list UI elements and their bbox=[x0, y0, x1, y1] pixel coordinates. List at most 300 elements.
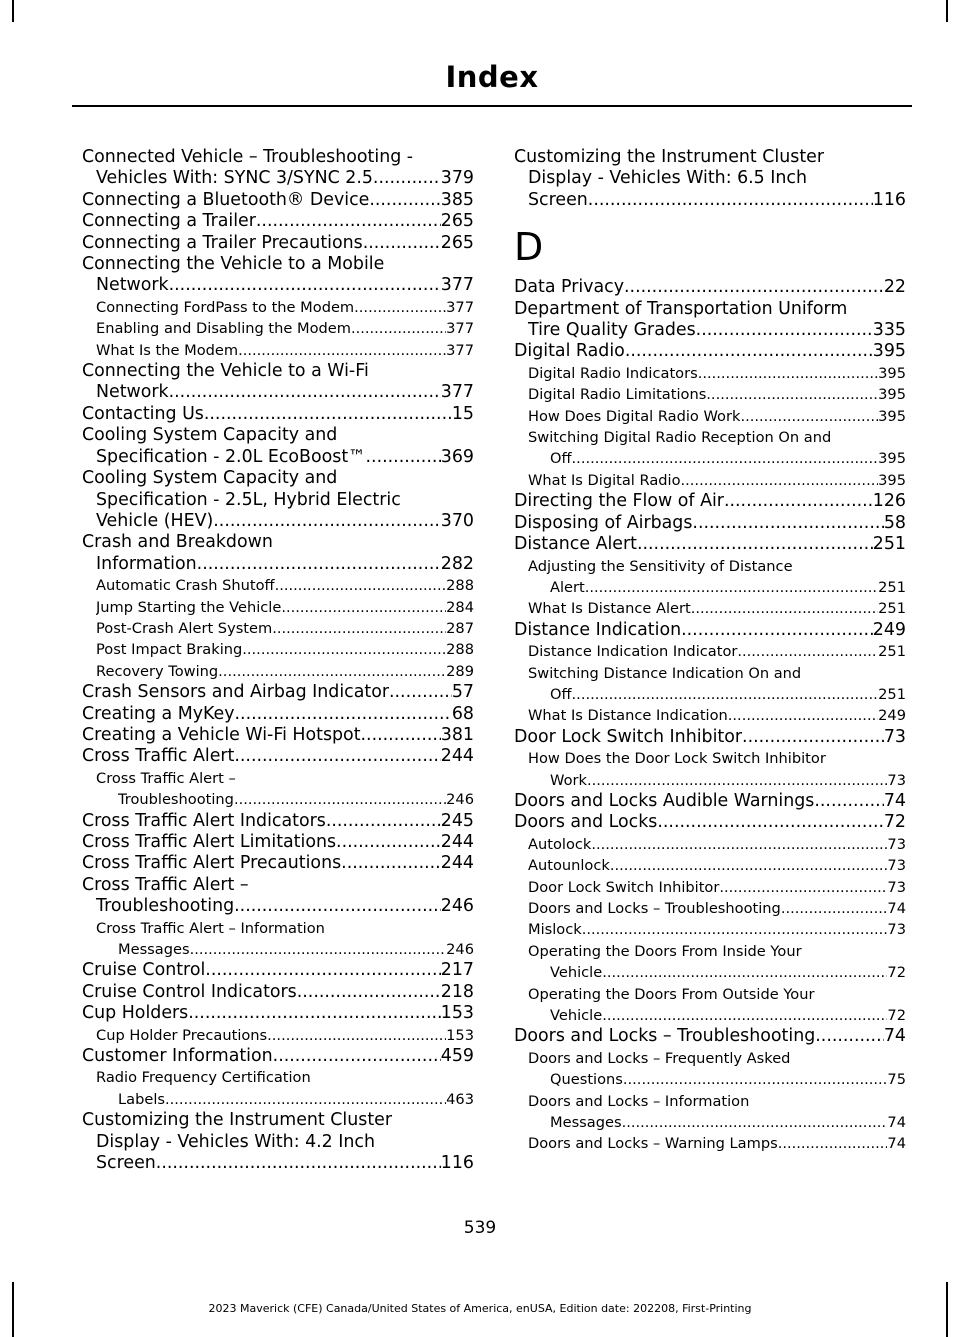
leader-dots bbox=[363, 233, 441, 254]
entry-text: Cooling System Capacity and bbox=[82, 468, 338, 489]
entry-text: Disposing of Airbags bbox=[514, 512, 693, 533]
entry-text: Cross Traffic Alert – bbox=[82, 874, 249, 895]
index-subentry[interactable] bbox=[82, 340, 474, 361]
leader-dots bbox=[234, 896, 441, 917]
entry-text: Radio Frequency Certification bbox=[96, 1069, 311, 1087]
page-reference[interactable]: 459 bbox=[440, 1046, 474, 1067]
entry-text: Automatic Crash Shutoff bbox=[96, 577, 275, 595]
index-entry[interactable] bbox=[82, 725, 474, 746]
entry-text: Connecting FordPass to the Modem bbox=[96, 298, 355, 316]
page-reference[interactable]: 249 bbox=[872, 619, 906, 640]
entry-text: Doors and Locks – Information bbox=[528, 1092, 750, 1110]
leader-dots bbox=[156, 1153, 441, 1174]
page-reference[interactable]: 72 bbox=[883, 812, 906, 833]
crop-mark-top-left bbox=[12, 0, 14, 22]
index-entry[interactable] bbox=[82, 233, 474, 254]
page-reference[interactable]: 116 bbox=[440, 1153, 474, 1174]
entry-text: Connecting the Vehicle to a Wi-Fi bbox=[82, 361, 369, 382]
entry-text: How Does Digital Radio Work bbox=[528, 407, 741, 425]
page-reference[interactable]: 251 bbox=[878, 600, 906, 618]
entry-text: Troubleshooting bbox=[96, 896, 235, 917]
entry-text: What Is Distance Alert bbox=[528, 600, 691, 618]
page-reference[interactable]: 379 bbox=[440, 168, 474, 189]
leader-dots bbox=[169, 382, 441, 403]
section-letter: D bbox=[514, 225, 544, 270]
page-reference[interactable]: 377 bbox=[446, 341, 474, 359]
page-reference[interactable]: 153 bbox=[446, 1026, 474, 1044]
index-entry[interactable] bbox=[514, 341, 906, 362]
leader-dots bbox=[781, 898, 888, 919]
index-subentry[interactable] bbox=[82, 297, 474, 318]
entry-text: Enabling and Disabling the Modem bbox=[96, 320, 351, 338]
page-reference[interactable]: 370 bbox=[440, 510, 474, 531]
index-entry[interactable] bbox=[82, 1110, 474, 1174]
entry-text: Customer Information bbox=[82, 1046, 273, 1067]
entry-text: Operating the Doors From Outside Your bbox=[528, 985, 815, 1003]
leader-dots bbox=[719, 877, 887, 898]
entry-text: Cross Traffic Alert Precautions bbox=[82, 853, 342, 874]
leader-dots bbox=[354, 297, 446, 318]
index-subentry[interactable] bbox=[82, 918, 474, 961]
page-reference[interactable]: 251 bbox=[872, 534, 906, 555]
entry-text: Labels bbox=[118, 1090, 165, 1108]
leader-dots bbox=[602, 1005, 887, 1026]
page-reference[interactable]: 217 bbox=[440, 960, 474, 981]
page-reference[interactable]: 244 bbox=[440, 746, 474, 767]
leader-dots bbox=[326, 811, 441, 832]
page-reference[interactable]: 74 bbox=[887, 1114, 906, 1132]
index-subentry[interactable] bbox=[82, 597, 474, 618]
leader-dots bbox=[273, 1046, 441, 1067]
entry-text: Cross Traffic Alert Indicators bbox=[82, 810, 326, 831]
index-subentry[interactable] bbox=[514, 427, 906, 470]
page-reference[interactable]: 72 bbox=[887, 1007, 906, 1025]
page-number: 539 bbox=[463, 1218, 497, 1238]
leader-dots bbox=[205, 960, 441, 981]
index-subentry[interactable] bbox=[514, 641, 906, 662]
leader-dots bbox=[728, 705, 878, 726]
index-entry[interactable] bbox=[82, 1046, 474, 1067]
index-entry[interactable] bbox=[82, 704, 474, 725]
leader-dots bbox=[281, 597, 446, 618]
entry-text: Door Lock Switch Inhibitor bbox=[514, 726, 743, 747]
page-reference[interactable]: 244 bbox=[440, 853, 474, 874]
leader-dots bbox=[389, 682, 452, 703]
entry-text: Messages bbox=[118, 941, 190, 959]
leader-dots bbox=[587, 770, 887, 791]
index-entry[interactable] bbox=[82, 960, 474, 981]
index-entry[interactable] bbox=[82, 682, 474, 703]
index-entry[interactable] bbox=[82, 254, 474, 297]
entry-text: Operating the Doors From Inside Your bbox=[528, 942, 802, 960]
entry-text: Specification - 2.5L, Hybrid Electric bbox=[96, 489, 401, 510]
index-subentry[interactable] bbox=[514, 919, 906, 940]
leader-dots bbox=[588, 190, 873, 211]
index-entry[interactable] bbox=[82, 361, 474, 404]
index-entry[interactable] bbox=[514, 791, 906, 812]
index-subentry[interactable] bbox=[514, 1048, 906, 1091]
page-reference[interactable]: 251 bbox=[878, 685, 906, 703]
index-subentry[interactable] bbox=[514, 984, 906, 1027]
page-reference[interactable]: 463 bbox=[446, 1090, 474, 1108]
page-reference[interactable]: 74 bbox=[883, 1026, 906, 1047]
entry-text: Distance Alert bbox=[514, 534, 637, 555]
page-reference[interactable]: 289 bbox=[446, 662, 474, 680]
entry-text: Specification - 2.0L EcoBoost™ bbox=[96, 446, 366, 467]
leader-dots bbox=[602, 962, 887, 983]
index-subentry[interactable] bbox=[514, 363, 906, 384]
index-subentry[interactable] bbox=[514, 384, 906, 405]
leader-dots bbox=[165, 1089, 446, 1110]
index-subentry[interactable] bbox=[82, 639, 474, 660]
entry-text: Switching Digital Radio Reception On and bbox=[528, 429, 832, 447]
index-subentry[interactable] bbox=[514, 1091, 906, 1134]
leader-dots bbox=[213, 511, 441, 532]
index-subentry[interactable] bbox=[514, 663, 906, 706]
leader-dots bbox=[234, 746, 440, 767]
leader-dots bbox=[724, 491, 873, 512]
index-entry[interactable] bbox=[82, 211, 474, 232]
leader-dots bbox=[691, 598, 878, 619]
page-reference[interactable]: 284 bbox=[446, 598, 474, 616]
entry-text: What Is the Modem bbox=[96, 341, 239, 359]
entry-text: Vehicle (HEV) bbox=[96, 510, 214, 531]
leader-dots bbox=[657, 812, 883, 833]
entry-text: Doors and Locks bbox=[514, 812, 658, 833]
entry-text: Display - Vehicles With: 4.2 Inch bbox=[96, 1131, 376, 1152]
page-reference[interactable]: 74 bbox=[887, 900, 906, 917]
entry-text: Contacting Us bbox=[82, 403, 204, 424]
entry-text: Customizing the Instrument Cluster bbox=[82, 1110, 393, 1131]
page-reference[interactable]: 287 bbox=[446, 619, 474, 637]
entry-text: Customizing the Instrument Cluster bbox=[514, 147, 825, 167]
leader-dots bbox=[369, 190, 440, 211]
leader-dots bbox=[681, 470, 879, 491]
entry-text: Cruise Control Indicators bbox=[82, 981, 297, 1002]
index-entry[interactable] bbox=[514, 620, 906, 641]
leader-dots bbox=[373, 168, 441, 189]
page-reference[interactable]: 288 bbox=[446, 641, 474, 659]
entry-text: Distance Indication Indicator bbox=[528, 643, 738, 661]
page-reference[interactable]: 335 bbox=[872, 320, 906, 341]
entry-text: Network bbox=[96, 275, 169, 296]
index-entry[interactable] bbox=[514, 534, 906, 555]
entry-text: Post Impact Braking bbox=[96, 641, 243, 659]
page-reference[interactable]: 249 bbox=[878, 707, 906, 725]
leader-dots bbox=[681, 620, 873, 641]
page-reference[interactable]: 381 bbox=[440, 724, 474, 745]
leader-dots bbox=[622, 1112, 888, 1133]
leader-dots bbox=[336, 832, 441, 853]
leader-dots bbox=[366, 447, 441, 468]
leader-dots bbox=[778, 1133, 888, 1154]
entry-text: Doors and Locks – Warning Lamps bbox=[528, 1135, 778, 1153]
entry-text: Vehicle bbox=[550, 964, 603, 982]
page-reference[interactable]: 73 bbox=[887, 771, 906, 789]
index-subentry[interactable] bbox=[514, 877, 906, 898]
entry-text: Connecting a Trailer Precautions bbox=[82, 232, 363, 253]
page-reference[interactable]: 395 bbox=[872, 341, 906, 362]
page-reference[interactable]: 282 bbox=[440, 553, 474, 574]
index-entry[interactable] bbox=[514, 513, 906, 534]
entry-text: Cup Holder Precautions bbox=[96, 1026, 268, 1044]
page-reference[interactable]: 377 bbox=[440, 275, 474, 296]
page-reference[interactable]: 58 bbox=[883, 512, 906, 533]
index-subentry[interactable] bbox=[82, 1067, 474, 1110]
index-subentry[interactable] bbox=[82, 618, 474, 639]
page-reference[interactable]: 126 bbox=[872, 491, 906, 512]
leader-dots bbox=[272, 618, 446, 639]
index-entry[interactable] bbox=[514, 277, 906, 298]
footer-edition-info: 2023 Maverick (CFE) Canada/United States of America, enUSA, Edition date: 202208, First-Printing bbox=[208, 1302, 752, 1315]
page-reference[interactable]: 72 bbox=[887, 964, 906, 982]
leader-dots bbox=[242, 639, 446, 660]
entry-text: Questions bbox=[550, 1071, 623, 1089]
index-entry[interactable] bbox=[514, 727, 906, 748]
index-entry[interactable] bbox=[514, 299, 906, 342]
page-reference[interactable]: 395 bbox=[878, 471, 906, 489]
entry-text: Work bbox=[550, 771, 587, 789]
entry-text: Mislock bbox=[528, 921, 582, 939]
entry-text: Connecting a Trailer bbox=[82, 211, 256, 232]
page-reference[interactable]: 288 bbox=[446, 577, 474, 595]
index-entry[interactable] bbox=[82, 147, 474, 190]
page-reference[interactable]: 246 bbox=[446, 791, 474, 809]
page-reference[interactable]: 377 bbox=[446, 298, 474, 316]
page-reference[interactable]: 265 bbox=[440, 232, 474, 253]
entry-text: Vehicles With: SYNC 3/SYNC 2.5 bbox=[96, 168, 373, 189]
entry-text: Digital Radio Indicators bbox=[528, 364, 698, 382]
page-reference[interactable]: 395 bbox=[878, 407, 906, 425]
index-subentry[interactable] bbox=[514, 556, 906, 599]
entry-text: Crash Sensors and Airbag Indicator bbox=[82, 682, 389, 703]
page-reference[interactable]: 73 bbox=[887, 835, 906, 853]
index-entry[interactable] bbox=[82, 875, 474, 918]
index-entry[interactable] bbox=[82, 468, 474, 532]
leader-dots bbox=[238, 340, 446, 361]
page-reference[interactable]: 245 bbox=[440, 810, 474, 831]
index-subentry[interactable] bbox=[514, 855, 906, 876]
entry-text: Cup Holders bbox=[82, 1003, 189, 1024]
entry-text: Cross Traffic Alert Limitations bbox=[82, 832, 337, 852]
entry-text: Recovery Towing bbox=[96, 662, 219, 680]
leader-dots bbox=[341, 853, 441, 874]
page-reference[interactable]: 75 bbox=[887, 1071, 906, 1089]
page-reference[interactable]: 395 bbox=[878, 386, 906, 404]
entry-text: Doors and Locks – Troubleshooting bbox=[528, 900, 781, 917]
leader-dots bbox=[235, 704, 452, 725]
entry-text: Doors and Locks – Frequently Asked bbox=[528, 1049, 791, 1067]
page-reference[interactable]: 73 bbox=[887, 878, 906, 896]
leader-dots bbox=[637, 534, 873, 555]
page-reference[interactable]: 73 bbox=[887, 857, 906, 875]
page-reference[interactable]: 68 bbox=[451, 703, 474, 724]
index-subentry[interactable] bbox=[514, 898, 906, 919]
index-subentry[interactable] bbox=[514, 406, 906, 427]
index-entry[interactable] bbox=[82, 746, 474, 767]
entry-text: Jump Starting the Vehicle bbox=[96, 598, 282, 616]
index-subentry[interactable] bbox=[514, 598, 906, 619]
index-subentry[interactable] bbox=[514, 941, 906, 984]
entry-text: Autounlock bbox=[528, 857, 610, 875]
entry-text: Information bbox=[96, 553, 197, 574]
entry-text: What Is Digital Radio bbox=[528, 471, 681, 489]
page-reference[interactable]: 395 bbox=[878, 364, 906, 382]
index-subentry[interactable] bbox=[82, 661, 474, 682]
entry-text: Off bbox=[550, 450, 572, 468]
leader-dots bbox=[572, 448, 879, 469]
index-entry[interactable] bbox=[82, 811, 474, 832]
leader-dots bbox=[572, 684, 879, 705]
entry-text: Network bbox=[96, 382, 169, 403]
leader-dots bbox=[814, 791, 884, 812]
entry-text: Alert bbox=[550, 578, 585, 596]
page-reference[interactable]: 244 bbox=[440, 832, 474, 852]
index-subentry[interactable] bbox=[514, 705, 906, 726]
index-subentry[interactable] bbox=[82, 1025, 474, 1046]
crop-mark-top-right bbox=[946, 0, 948, 22]
entry-text: Digital Radio bbox=[514, 341, 625, 362]
index-entry[interactable] bbox=[514, 812, 906, 833]
entry-text: Directing the Flow of Air bbox=[514, 491, 724, 512]
index-column-right bbox=[514, 147, 906, 1155]
leader-dots bbox=[624, 277, 884, 298]
entry-text: Screen bbox=[96, 1153, 156, 1174]
page-reference[interactable]: 251 bbox=[878, 578, 906, 596]
leader-dots bbox=[706, 384, 878, 405]
entry-text: Off bbox=[550, 685, 572, 703]
index-entry[interactable] bbox=[514, 491, 906, 512]
entry-text: What Is Distance Indication bbox=[528, 707, 728, 725]
entry-text: Doors and Locks – Troubleshooting bbox=[514, 1026, 816, 1047]
page-reference[interactable]: 246 bbox=[440, 896, 474, 917]
index-entry[interactable] bbox=[82, 832, 474, 853]
index-entry[interactable] bbox=[82, 404, 474, 425]
leader-dots bbox=[169, 275, 441, 296]
entry-text: Doors and Locks Audible Warnings bbox=[514, 790, 815, 811]
leader-dots bbox=[351, 318, 446, 339]
entry-text: Tire Quality Grades bbox=[528, 320, 696, 341]
leader-dots bbox=[625, 341, 873, 362]
index-entry[interactable] bbox=[82, 190, 474, 211]
index-entry[interactable] bbox=[82, 1003, 474, 1024]
entry-text: Cross Traffic Alert – bbox=[96, 769, 236, 787]
leader-dots bbox=[737, 641, 878, 662]
entry-text: Connected Vehicle – Troubleshooting - bbox=[82, 147, 414, 167]
index-subentry[interactable] bbox=[82, 575, 474, 596]
page-reference[interactable]: 218 bbox=[440, 981, 474, 1002]
entry-text: Distance Indication bbox=[514, 619, 682, 640]
page-reference[interactable]: 251 bbox=[878, 643, 906, 661]
page-reference[interactable]: 153 bbox=[440, 1003, 474, 1024]
entry-text: Messages bbox=[550, 1114, 622, 1132]
entry-text: How Does the Door Lock Switch Inhibitor bbox=[528, 750, 826, 768]
index-subentry[interactable] bbox=[514, 470, 906, 491]
entry-text: Cruise Control bbox=[82, 960, 206, 981]
leader-dots bbox=[698, 363, 878, 384]
page-reference[interactable]: 265 bbox=[440, 211, 474, 232]
entry-text: Cross Traffic Alert – Information bbox=[96, 919, 325, 937]
index-entry[interactable] bbox=[82, 853, 474, 874]
entry-text: Troubleshooting bbox=[118, 791, 234, 809]
page-reference[interactable]: 73 bbox=[883, 726, 906, 747]
leader-dots bbox=[610, 855, 888, 876]
page-reference[interactable]: 395 bbox=[878, 450, 906, 468]
index-subentry[interactable] bbox=[82, 768, 474, 811]
leader-dots bbox=[188, 1003, 441, 1024]
index-subentry[interactable] bbox=[514, 748, 906, 791]
entry-text: Connecting the Vehicle to a Mobile bbox=[82, 254, 385, 275]
index-entry[interactable] bbox=[514, 147, 906, 211]
leader-dots bbox=[585, 577, 878, 598]
index-column-left bbox=[82, 147, 474, 1175]
entry-text: Data Privacy bbox=[514, 277, 625, 298]
entry-text: Cooling System Capacity and bbox=[82, 425, 338, 446]
index-entry[interactable] bbox=[82, 425, 474, 468]
entry-text: Door Lock Switch Inhibitor bbox=[528, 878, 720, 896]
index-subentry[interactable] bbox=[82, 318, 474, 339]
leader-dots bbox=[218, 661, 446, 682]
page-reference[interactable]: 246 bbox=[446, 941, 474, 959]
page-reference[interactable]: 57 bbox=[451, 682, 474, 703]
index-subentry[interactable] bbox=[514, 834, 906, 855]
leader-dots bbox=[582, 919, 888, 940]
entry-text: Creating a MyKey bbox=[82, 703, 235, 724]
index-entry[interactable] bbox=[514, 1026, 906, 1047]
index-subentry[interactable] bbox=[514, 1133, 906, 1154]
leader-dots bbox=[361, 725, 441, 746]
index-entry[interactable] bbox=[82, 532, 474, 575]
index-entry[interactable] bbox=[82, 982, 474, 1003]
leader-dots bbox=[696, 320, 873, 341]
page-title: Index bbox=[445, 60, 539, 94]
entry-text: Autolock bbox=[528, 835, 592, 853]
page-reference[interactable]: 116 bbox=[872, 189, 906, 210]
title-divider bbox=[72, 105, 912, 107]
entry-text: Switching Distance Indication On and bbox=[528, 664, 802, 682]
entry-text: Digital Radio Limitations bbox=[528, 386, 707, 404]
leader-dots bbox=[297, 982, 441, 1003]
page-reference[interactable]: 74 bbox=[883, 790, 906, 811]
leader-dots bbox=[815, 1026, 884, 1047]
page-reference[interactable]: 73 bbox=[887, 921, 906, 939]
page-reference[interactable]: 377 bbox=[440, 382, 474, 403]
entry-text: Connecting a Bluetooth® Device bbox=[82, 189, 370, 210]
leader-dots bbox=[692, 513, 883, 534]
leader-dots bbox=[275, 575, 447, 596]
leader-dots bbox=[190, 939, 447, 960]
leader-dots bbox=[204, 404, 452, 425]
entry-text: Adjusting the Sensitivity of Distance bbox=[528, 557, 793, 575]
entry-text: Creating a Vehicle Wi-Fi Hotspot bbox=[82, 724, 361, 745]
page-reference[interactable]: 22 bbox=[883, 277, 906, 298]
leader-dots bbox=[234, 789, 446, 810]
page-reference[interactable]: 369 bbox=[440, 446, 474, 467]
page-reference[interactable]: 74 bbox=[887, 1135, 906, 1153]
leader-dots bbox=[197, 554, 441, 575]
leader-dots bbox=[591, 834, 887, 855]
page-reference[interactable]: 15 bbox=[451, 403, 474, 424]
leader-dots bbox=[267, 1025, 446, 1046]
page-reference[interactable]: 385 bbox=[440, 189, 474, 210]
leader-dots bbox=[256, 211, 441, 232]
entry-text: Department of Transportation Uniform bbox=[514, 298, 848, 319]
leader-dots bbox=[623, 1069, 888, 1090]
entry-text: Crash and Breakdown bbox=[82, 532, 273, 553]
entry-text: Post-Crash Alert System bbox=[96, 619, 273, 637]
page-reference[interactable]: 377 bbox=[446, 320, 474, 338]
entry-text: Screen bbox=[528, 189, 588, 210]
